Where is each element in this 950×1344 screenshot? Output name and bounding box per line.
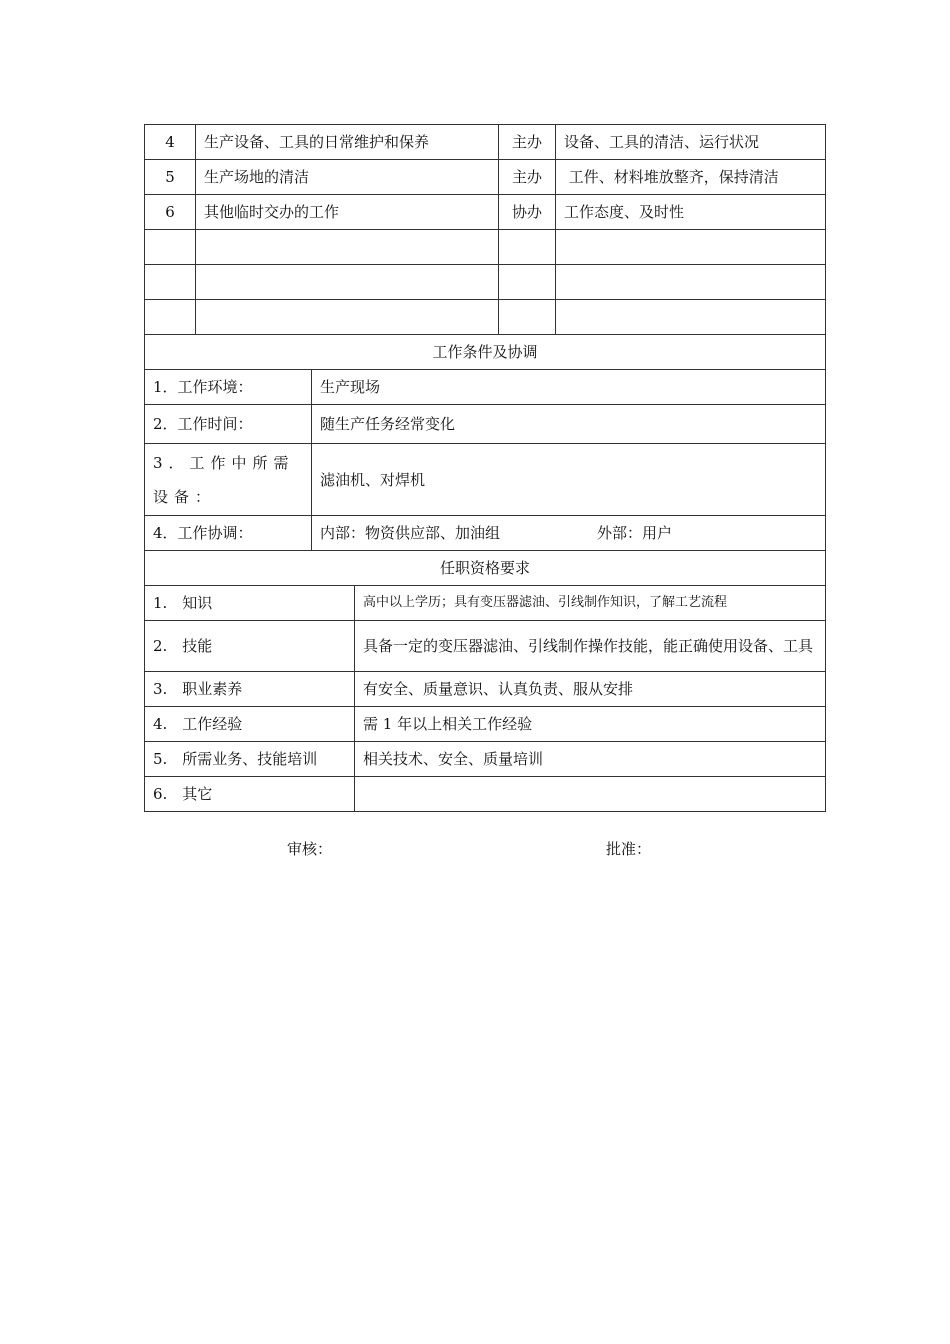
duty-row bbox=[145, 160, 826, 195]
duty-role: 协办 bbox=[499, 195, 556, 230]
qualification-value: 高中以上学历；具有变压器滤油、引线制作知识，了解工艺流程 bbox=[355, 586, 826, 621]
conditions-header-row bbox=[145, 335, 826, 370]
duties-table bbox=[144, 124, 826, 335]
coordination-external: 外部：用户 bbox=[597, 524, 673, 542]
condition-row-coordination bbox=[145, 516, 826, 551]
qualification-row bbox=[145, 586, 826, 621]
qualification-row bbox=[145, 777, 826, 812]
duty-row bbox=[145, 195, 826, 230]
review-label: 审核： bbox=[287, 840, 333, 858]
empty-cell bbox=[499, 265, 556, 300]
qualifications-header-row bbox=[145, 551, 826, 586]
coordination-internal: 内部：物资供应部、加油组 bbox=[320, 524, 501, 542]
duty-role: 主办 bbox=[499, 160, 556, 195]
empty-cell bbox=[196, 300, 499, 335]
duty-standard: 设备、工具的清洁、运行状况 bbox=[556, 125, 826, 160]
qualifications-title: 任职资格要求 bbox=[145, 551, 826, 586]
duty-row-empty bbox=[145, 230, 826, 265]
empty-cell bbox=[499, 300, 556, 335]
qualification-value: 具备一定的变压器滤油、引线制作操作技能，能正确使用设备、工具 bbox=[355, 621, 826, 672]
condition-label: 3．工作中所需设备： bbox=[145, 444, 312, 516]
condition-row-time bbox=[145, 405, 826, 444]
condition-label: 2．工作时间： bbox=[145, 405, 312, 444]
duty-standard: 工作态度、及时性 bbox=[556, 195, 826, 230]
qualification-value: 需 1 年以上相关工作经验 bbox=[355, 707, 826, 742]
condition-value bbox=[312, 516, 826, 551]
empty-cell bbox=[145, 230, 196, 265]
empty-cell bbox=[196, 230, 499, 265]
duty-standard: 工件、材料堆放整齐，保持清洁 bbox=[556, 160, 826, 195]
conditions-title: 工作条件及协调 bbox=[145, 335, 826, 370]
condition-row-equipment bbox=[145, 444, 826, 516]
qualification-label: 6. 其它 bbox=[145, 777, 355, 812]
empty-cell bbox=[145, 300, 196, 335]
empty-cell bbox=[556, 265, 826, 300]
duty-number: 6 bbox=[145, 195, 196, 230]
qualification-value: 有安全、质量意识、认真负责、服从安排 bbox=[355, 672, 826, 707]
qualification-label: 4. 工作经验 bbox=[145, 707, 355, 742]
condition-value: 滤油机、对焊机 bbox=[312, 444, 826, 516]
duty-number: 4 bbox=[145, 125, 196, 160]
qualification-row bbox=[145, 621, 826, 672]
qualification-label: 2. 技能 bbox=[145, 621, 355, 672]
duty-number: 5 bbox=[145, 160, 196, 195]
duty-content: 生产设备、工具的日常维护和保养 bbox=[196, 125, 499, 160]
empty-cell bbox=[196, 265, 499, 300]
job-description-sheet bbox=[144, 124, 825, 812]
condition-row-environment bbox=[145, 370, 826, 405]
approve-label: 批准： bbox=[606, 840, 652, 858]
condition-value: 随生产任务经常变化 bbox=[312, 405, 826, 444]
condition-value: 生产现场 bbox=[312, 370, 826, 405]
condition-label: 1．工作环境： bbox=[145, 370, 312, 405]
qualification-value bbox=[355, 777, 826, 812]
empty-cell bbox=[145, 265, 196, 300]
conditions-table bbox=[144, 334, 826, 551]
empty-cell bbox=[556, 300, 826, 335]
qualifications-table bbox=[144, 550, 826, 812]
duty-role: 主办 bbox=[499, 125, 556, 160]
condition-label: 4．工作协调： bbox=[145, 516, 312, 551]
empty-cell bbox=[556, 230, 826, 265]
qualification-label: 3. 职业素养 bbox=[145, 672, 355, 707]
duty-row-empty bbox=[145, 265, 826, 300]
empty-cell bbox=[499, 230, 556, 265]
duty-row-empty bbox=[145, 300, 826, 335]
qualification-label: 1. 知识 bbox=[145, 586, 355, 621]
duty-content: 其他临时交办的工作 bbox=[196, 195, 499, 230]
qualification-value: 相关技术、安全、质量培训 bbox=[355, 742, 826, 777]
qualification-label: 5. 所需业务、技能培训 bbox=[145, 742, 355, 777]
qualification-row bbox=[145, 742, 826, 777]
qualification-row bbox=[145, 672, 826, 707]
duty-content: 生产场地的清洁 bbox=[196, 160, 499, 195]
duty-row bbox=[145, 125, 826, 160]
qualification-row bbox=[145, 707, 826, 742]
